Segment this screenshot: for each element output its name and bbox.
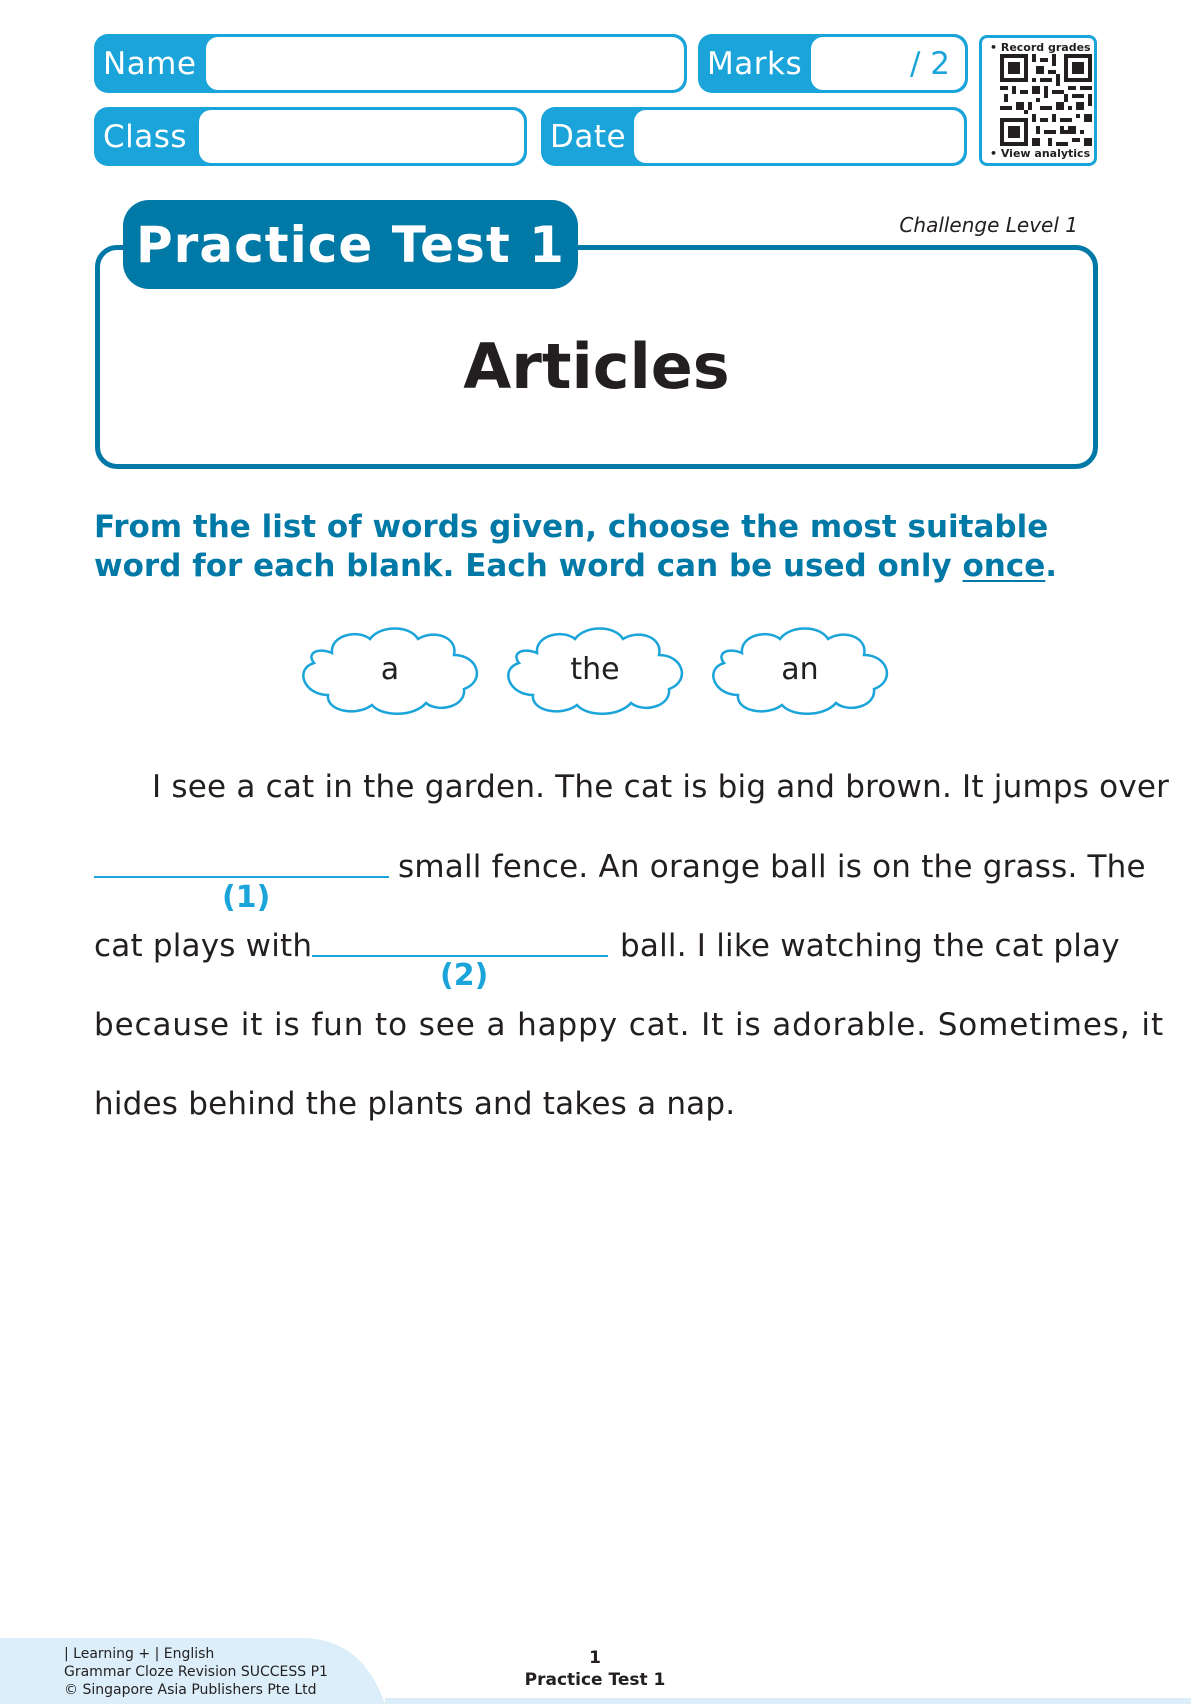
word-bank-cloud: [706, 623, 894, 715]
instructions: [94, 508, 1104, 586]
qr-code-panel[interactable]: [979, 35, 1097, 166]
blank-2[interactable]: [312, 955, 608, 957]
word-bank-item: a: [380, 651, 400, 687]
class-label: Class: [103, 118, 188, 155]
marks-total: / 2: [909, 45, 950, 82]
date-field: [541, 107, 967, 166]
name-field: [94, 34, 687, 93]
topic-title: Articles: [463, 330, 730, 403]
practice-test-tab: Practice Test 1: [123, 200, 578, 289]
instructions-emphasis: once: [962, 548, 1046, 584]
date-input[interactable]: [634, 110, 964, 163]
word-bank-cloud: [501, 623, 689, 715]
qr-bottom-text: • View analytics: [990, 147, 1091, 160]
footer-brand: | Learning + | English: [64, 1646, 215, 1662]
footer-book-title: Grammar Cloze Revision SUCCESS P1: [64, 1664, 328, 1680]
class-input[interactable]: [199, 110, 524, 163]
footer-section: Practice Test 1: [524, 1670, 666, 1690]
page-number: 1: [589, 1648, 601, 1668]
blank-1-number: (1): [222, 880, 271, 915]
name-input[interactable]: [206, 37, 684, 90]
passage-line-4: because it is fun to see a happy cat. It is adorable. Sometimes, it: [94, 1007, 1164, 1043]
blank-1[interactable]: [94, 876, 389, 878]
name-label: Name: [103, 45, 197, 82]
blank-2-number: (2): [440, 958, 489, 993]
passage-line-5: hides behind the plants and takes a nap.: [94, 1086, 736, 1122]
passage-line-3a: cat plays with: [94, 928, 313, 964]
passage-line-1: I see a cat in the garden. The cat is big and brown. It jumps over: [152, 769, 1170, 805]
instructions-text: From the list of words given, choose the most suitable word for each blank. Each word can be used only: [94, 509, 1049, 584]
word-bank-item: the: [570, 651, 620, 687]
date-label: Date: [550, 118, 627, 155]
class-field: [94, 107, 527, 166]
passage-line-3b: ball. I like watching the cat play: [620, 928, 1120, 964]
qr-top-text: • Record grades: [990, 41, 1091, 54]
challenge-level: Challenge Level 1: [899, 213, 1078, 237]
marks-label: Marks: [707, 45, 803, 82]
instructions-period: .: [1045, 548, 1058, 584]
qr-code-icon: [1000, 54, 1092, 146]
marks-field: [698, 34, 968, 93]
word-bank-item: an: [781, 651, 819, 687]
passage-line-2: small fence. An orange ball is on the grass. The: [398, 849, 1146, 885]
footer-copyright: © Singapore Asia Publishers Pte Ltd: [64, 1682, 317, 1698]
word-bank-cloud: [296, 623, 484, 715]
